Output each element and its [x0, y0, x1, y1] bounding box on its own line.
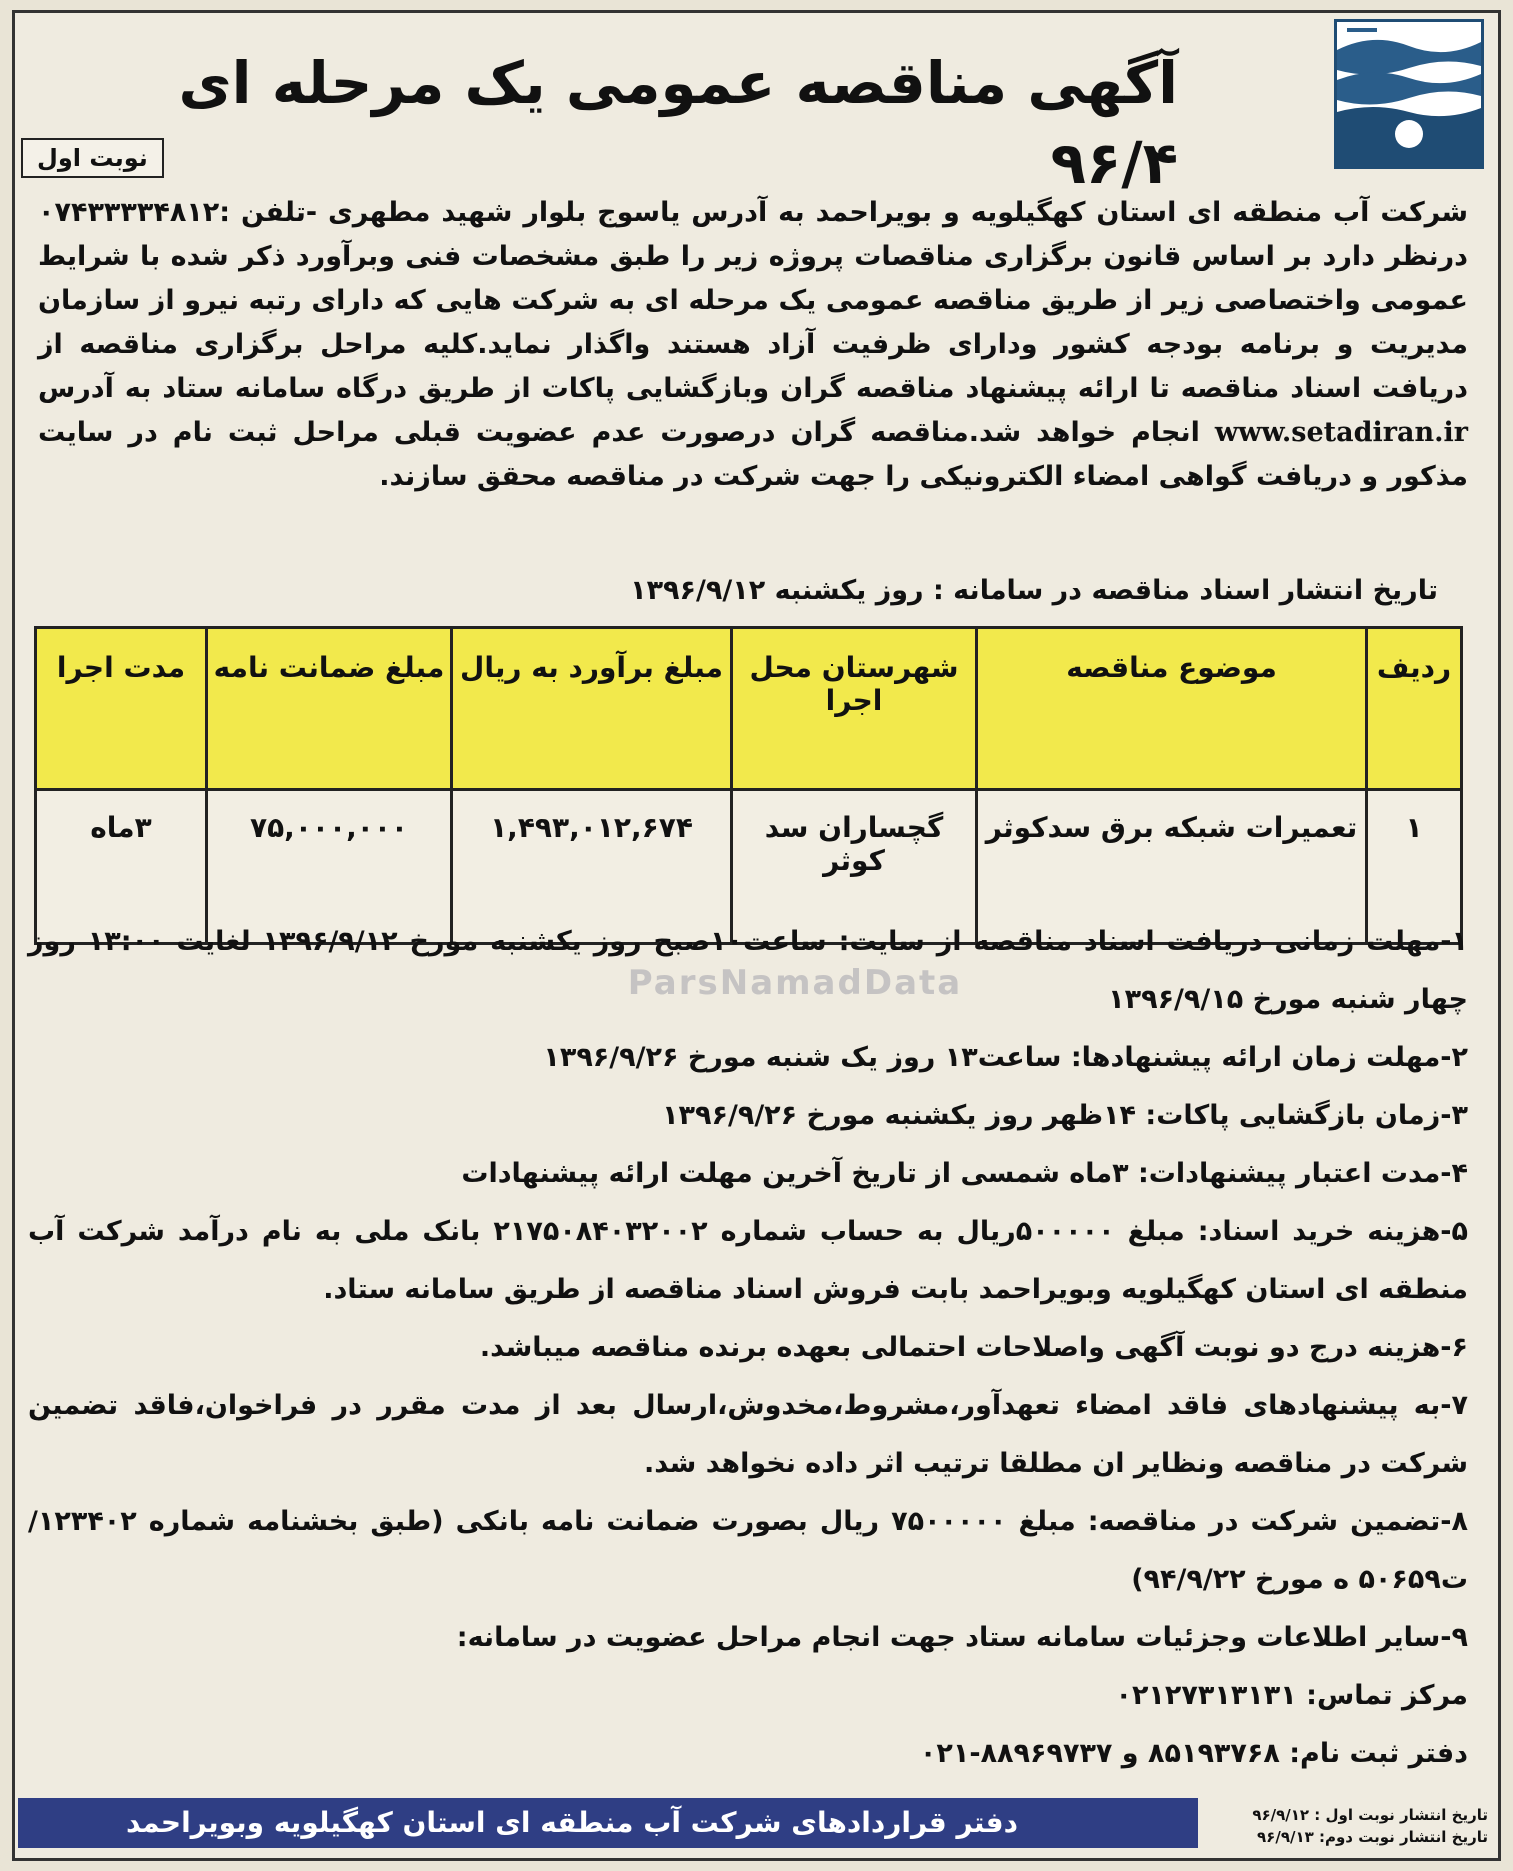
tender-notice: [12, 10, 1501, 1861]
header-subject: موضوع مناقصه: [977, 628, 1367, 790]
publish-date: تاریخ انتشار اسناد مناقصه در سامانه : روز یکشنبه ۱۳۹۶/۹/۱۲: [630, 575, 1438, 606]
cell-row-number: ۱: [1367, 790, 1462, 944]
condition-item: ۸-تضمین شرکت در مناقصه: مبلغ ۷۵۰۰۰۰۰ ریال بصورت ضمانت نامه بانکی (طبق بخشنامه شماره ۱۲۳۴۰۲/ت۵۰۶۵۹ ه مورخ ۹۴/۹/۲۲): [28, 1506, 1468, 1595]
header-estimate: مبلغ برآورد به ریال: [452, 628, 732, 790]
call-center: مرکز تماس: ۰۲۱۲۷۳۱۳۱۳۱: [1115, 1680, 1468, 1711]
table-header-row: [36, 628, 1462, 790]
condition-item: ۷-به پیشنهادهای فاقد امضاء تعهدآور،مشروط،مخدوش،ارسال بعد از مدت مقرر در فراخوان،فاقد تضمین شرکت در مناقصه ونظایر ان مطلقا ترتیب اثر داده نخواهد شد.: [28, 1390, 1468, 1479]
intro-text-1: شرکت آب منطقه ای استان کهگیلویه و بویراحمد به آدرس یاسوج بلوار شهید مطهری -تلفن :۰۷۴۳۳۳۳۴۸۱۲ درنظر دارد بر اساس قانون برگزاری مناقصات پروژه زیر را طبق مشخصات فنی وبرآورد ذکر شده با شرایط عمومی واختصاصی زیر از طریق مناقصه عمومی یک مرحله ای به شرکت هایی که دارای رتبه نیرو از سازمان مدیریت و برنامه بودجه کشور ودارای ظرفیت آزاد هستند واگذار نماید.کلیه مراحل برگزاری مناقصه از دریافت اسناد مناقصه تا ارائه پیشنهاد مناقصه گران وبازگشایی پاکات از طریق درگاه سامانه ستاد به آدرس: [38, 197, 1468, 404]
condition-item: ۴-مدت اعتبار پیشنهادات: ۳ماه شمسی از تاریخ آخرین مهلت ارائه پیشنهادات: [461, 1158, 1468, 1189]
second-publish-date: تاریخ انتشار نوبت دوم: ۹۶/۹/۱۳: [1257, 1828, 1488, 1846]
round-badge: نوبت اول: [21, 138, 164, 178]
first-publish-date: تاریخ انتشار نوبت اول : ۹۶/۹/۱۲: [1252, 1806, 1488, 1824]
header-city: شهرستان محل اجرا: [732, 628, 977, 790]
condition-item: ۳-زمان بازگشایی پاکات: ۱۴ظهر روز یکشنبه مورخ ۱۳۹۶/۹/۲۶: [662, 1100, 1468, 1131]
publish-notes: [1228, 1804, 1488, 1848]
tender-table: [34, 626, 1463, 945]
condition-item: ۵-هزینه خرید اسناد: مبلغ ۵۰۰۰۰۰ریال به حساب شماره ۲۱۷۵۰۸۴۰۳۲۰۰۲ بانک ملی به نام درآمد شرکت آب منطقه ای استان کهگیلویه وبویراحمد بابت فروش اسناد مناقصه از طریق سامانه ستاد.: [28, 1216, 1468, 1305]
condition-item: ۹-سایر اطلاعات وجزئیات سامانه ستاد جهت انجام مراحل عضویت در سامانه:: [456, 1622, 1468, 1653]
watermark-text: ParsNamadData: [627, 963, 963, 1003]
header-duration: مدت اجرا: [36, 628, 207, 790]
cell-subject: تعمیرات شبکه برق سدکوثر: [977, 790, 1367, 944]
header-guarantee: مبلغ ضمانت نامه: [207, 628, 452, 790]
cell-duration: ۳ماه: [36, 790, 207, 944]
company-logo-icon: [1334, 19, 1484, 169]
condition-item: ۲-مهلت زمان ارائه پیشنهادها: ساعت۱۳ روز یک شنبه مورخ ۱۳۹۶/۹/۲۶: [543, 1042, 1468, 1073]
cell-estimate: ۱,۴۹۳,۰۱۲,۶۷۴: [452, 790, 732, 944]
condition-item: ۱-مهلت زمانی دریافت اسناد مناقصه از سایت: ساعت۱۰صبح روز یکشنبه مورخ ۱۳۹۶/۹/۱۲ لغایت ۱۳:۰۰ روز چهار شنبه مورخ ۱۳۹۶/۹/۱۵: [28, 926, 1468, 1015]
intro-paragraph: [38, 191, 1468, 499]
intro-text-2: انجام خواهد شد.مناقصه گران درصورت عدم عضویت قبلی مراحل ثبت نام در سایت مذکور و دریافت گواهی امضاء الکترونیکی را جهت شرکت در مناقصه محقق سازند.: [38, 417, 1468, 492]
notice-title: آگهی مناقصه عمومی یک مرحله ای ۹۶/۴: [178, 49, 1178, 197]
footer-office-bar: دفتر قراردادهای شرکت آب منطقه ای استان کهگیلویه وبویراحمد: [18, 1798, 1198, 1848]
conditions-list: [28, 913, 1468, 1783]
registration-office: دفتر ثبت نام: ۸۵۱۹۳۷۶۸ و ۸۸۹۶۹۷۳۷-۰۲۱: [919, 1738, 1468, 1769]
header-row-number: ردیف: [1367, 628, 1462, 790]
condition-item: ۶-هزینه درج دو نوبت آگهی واصلاحات احتمالی بعهده برنده مناقصه میباشد.: [479, 1332, 1468, 1363]
cell-city: گچساران سد کوثر: [732, 790, 977, 944]
setad-url-link[interactable]: www.setadiran.ir: [1214, 417, 1468, 448]
cell-guarantee: ۷۵,۰۰۰,۰۰۰: [207, 790, 452, 944]
